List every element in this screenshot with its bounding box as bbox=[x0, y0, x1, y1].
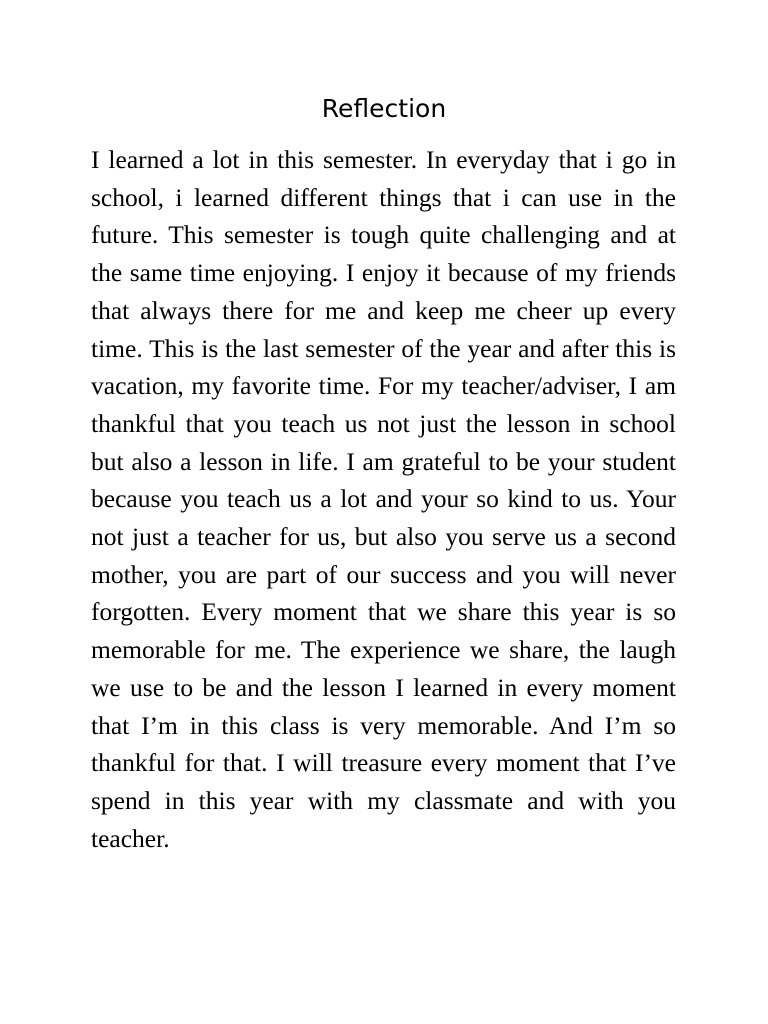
document-title: Reflection bbox=[321, 94, 447, 123]
document-body-paragraph: I learned a lot in this semester. In everyday that i go in school, i learned different things that i can use in the future. This semester is tough quite challenging and at the same time enjoying. I enjoy it because of my friends that always there for me and keep me cheer up every time. This is the last semester of the year and after this is vacation, my favorite time. For my teacher/adviser, I am thankful that you teach us not just the lesson in school but also a lesson in life. I am grateful to be your student because you teach us a lot and your so kind to us. Your not just a teacher for us, but also you serve us a second mother, you are part of our success and you will never forgotten. Every moment that we share this year is so memorable for me. The experience we share, the laugh we use to be and the lesson I learned in every moment that I’m in this class is very memorable. And I’m so thankful for that. I will treasure every moment that I’ve spend in this year with my classmate and with you teacher. bbox=[91, 145, 676, 853]
